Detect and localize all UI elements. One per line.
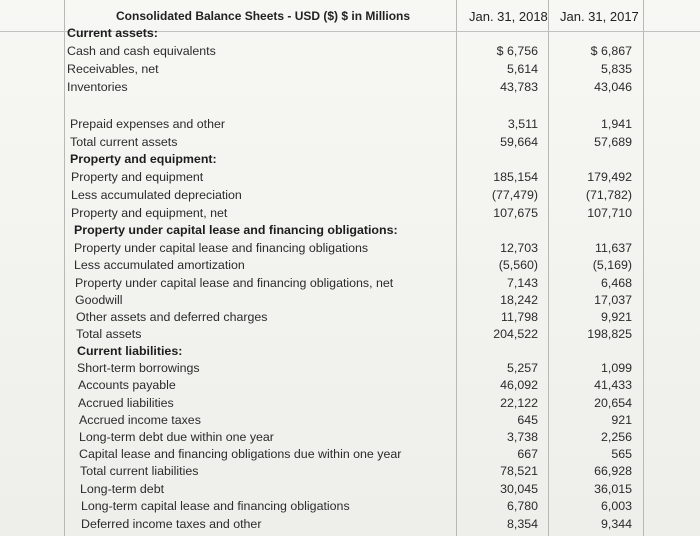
value-2017: 20,654 bbox=[594, 396, 632, 410]
value-2017: 6,468 bbox=[600, 276, 632, 290]
column-header-2018: Jan. 31, 2018 bbox=[469, 9, 548, 24]
value-2018: 43,783 bbox=[500, 80, 538, 94]
column-divider bbox=[456, 0, 457, 536]
row-label: Total assets bbox=[76, 327, 142, 341]
value-2018: 5,257 bbox=[506, 361, 538, 375]
value-2018: 11,798 bbox=[501, 310, 538, 324]
value-2018: 5,614 bbox=[506, 62, 538, 76]
row-label: Accrued liabilities bbox=[78, 396, 174, 410]
row-label: Goodwill bbox=[75, 293, 123, 307]
value-2017: 107,710 bbox=[587, 206, 632, 220]
value-2017: 11,637 bbox=[595, 241, 632, 255]
row-label: Accrued income taxes bbox=[79, 413, 201, 427]
row-label: Total current liabilities bbox=[80, 464, 199, 478]
row-label: Short-term borrowings bbox=[77, 361, 200, 375]
value-2017: 9,921 bbox=[600, 310, 632, 324]
row-label: Capital lease and financing obligations due within one year bbox=[79, 447, 402, 461]
value-2018: (77,479) bbox=[491, 188, 538, 202]
sheet-title: Consolidated Balance Sheets - USD ($) $ in Millions bbox=[116, 9, 411, 23]
value-2018: 7,143 bbox=[506, 276, 538, 290]
row-label: Property under capital lease and financing obligations bbox=[74, 241, 369, 255]
value-2017: 57,689 bbox=[594, 135, 632, 149]
value-2017: 17,037 bbox=[594, 293, 632, 307]
row-label: Long-term capital lease and financing obligations bbox=[81, 499, 350, 513]
value-2017: 2,256 bbox=[600, 430, 632, 444]
value-2018: 46,092 bbox=[500, 378, 538, 392]
value-2018: 185,154 bbox=[493, 170, 538, 184]
value-2018: 107,675 bbox=[493, 206, 538, 220]
section-heading: Current assets: bbox=[67, 26, 158, 40]
row-label: Less accumulated depreciation bbox=[71, 188, 242, 202]
value-2017: 9,344 bbox=[600, 517, 632, 531]
value-2017: 921 bbox=[611, 413, 632, 427]
value-2017: (71,782) bbox=[585, 188, 632, 202]
value-2017: 6,003 bbox=[600, 499, 632, 513]
row-label: Accounts payable bbox=[78, 378, 176, 392]
value-2018: 3,738 bbox=[506, 430, 538, 444]
value-2017: 43,046 bbox=[594, 80, 632, 94]
row-label: Less accumulated amortization bbox=[74, 258, 245, 272]
value-2018: 18,242 bbox=[500, 293, 538, 307]
row-label: Prepaid expenses and other bbox=[70, 117, 225, 131]
value-2018: 30,045 bbox=[500, 482, 538, 496]
value-2017: 41,433 bbox=[594, 378, 632, 392]
value-2017: 198,825 bbox=[587, 327, 632, 341]
value-2017: 36,015 bbox=[594, 482, 632, 496]
column-divider bbox=[64, 0, 65, 536]
column-header-2017: Jan. 31, 2017 bbox=[560, 9, 639, 24]
row-label: Property and equipment, net bbox=[71, 206, 228, 220]
row-label: Total current assets bbox=[70, 135, 178, 149]
row-label: Cash and cash equivalents bbox=[67, 44, 216, 58]
section-heading: Property under capital lease and financing obligations: bbox=[74, 223, 398, 237]
value-2017: 5,835 bbox=[600, 62, 632, 76]
section-heading: Property and equipment: bbox=[70, 152, 217, 166]
value-2017: (5,169) bbox=[592, 258, 632, 272]
value-2018: $ 6,756 bbox=[496, 44, 538, 58]
value-2018: (5,560) bbox=[498, 258, 538, 272]
value-2017: 1,099 bbox=[600, 361, 632, 375]
value-2018: 8,354 bbox=[506, 517, 538, 531]
value-2017: 66,928 bbox=[594, 464, 632, 478]
row-label: Inventories bbox=[67, 80, 128, 94]
section-heading: Current liabilities: bbox=[77, 344, 183, 358]
row-label: Other assets and deferred charges bbox=[76, 310, 268, 324]
value-2018: 12,703 bbox=[500, 241, 538, 255]
value-2017: 565 bbox=[611, 447, 632, 461]
column-divider bbox=[548, 0, 549, 536]
value-2017: 179,492 bbox=[587, 170, 632, 184]
value-2018: 59,664 bbox=[500, 135, 538, 149]
value-2018: 667 bbox=[517, 447, 538, 461]
column-divider bbox=[643, 0, 644, 536]
row-label: Long-term debt bbox=[80, 482, 165, 496]
row-label: Receivables, net bbox=[67, 62, 159, 76]
value-2018: 22,122 bbox=[500, 396, 538, 410]
value-2017: $ 6,867 bbox=[590, 44, 632, 58]
value-2018: 6,780 bbox=[506, 499, 538, 513]
value-2017: 1,941 bbox=[600, 117, 632, 131]
value-2018: 204,522 bbox=[493, 327, 538, 341]
row-label: Property under capital lease and financing obligations, net bbox=[75, 276, 394, 290]
value-2018: 3,511 bbox=[507, 117, 538, 131]
row-label: Property and equipment bbox=[71, 170, 204, 184]
row-label: Long-term debt due within one year bbox=[79, 430, 274, 444]
value-2018: 645 bbox=[517, 413, 538, 427]
row-label: Deferred income taxes and other bbox=[81, 517, 262, 531]
value-2018: 78,521 bbox=[500, 464, 538, 478]
